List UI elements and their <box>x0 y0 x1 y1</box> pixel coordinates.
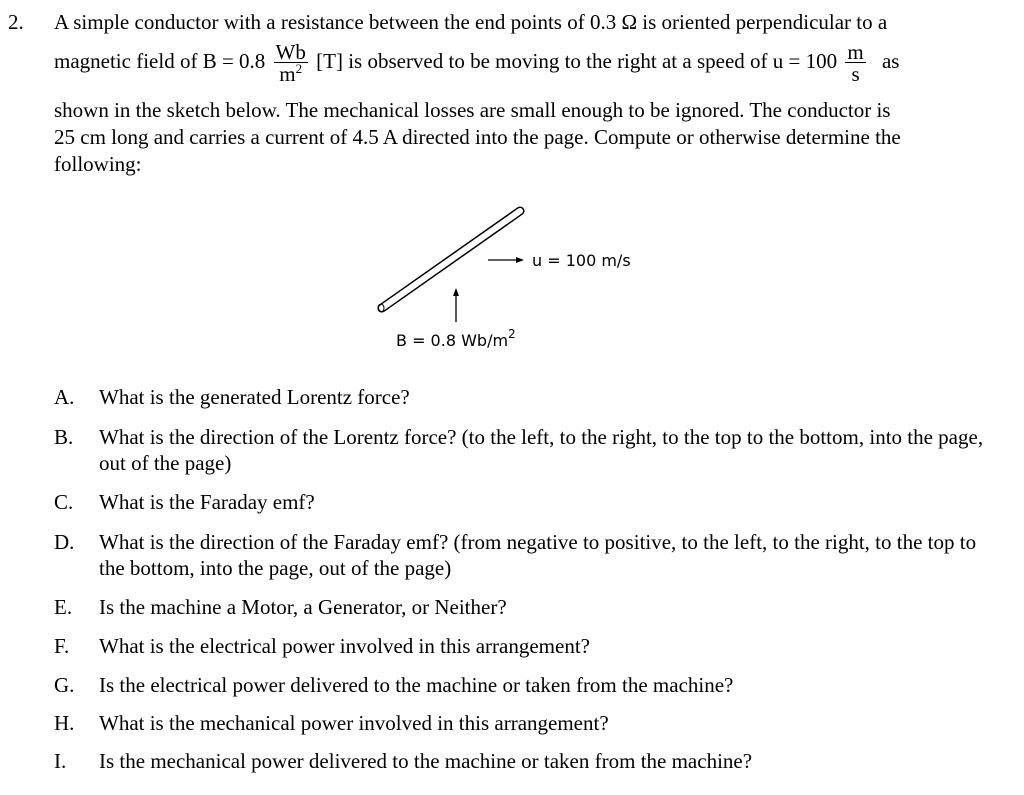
problem-line-2 <box>54 38 1006 87</box>
item-text: What is the mechanical power involved in this arrangement? <box>99 711 609 735</box>
conductor-rod <box>378 211 520 312</box>
question-item-f <box>54 633 1004 659</box>
item-text: Is the mechanical power delivered to the machine or taken from the machine? <box>99 749 753 773</box>
item-text: Is the machine a Motor, a Generator, or Neither? <box>99 595 507 619</box>
as-text: as <box>881 49 900 73</box>
field-text: magnetic field of B = 0.8 <box>54 49 266 73</box>
question-item-e <box>54 594 1004 620</box>
problem-line-3: shown in the sketch below. The mechanical losses are small enough to be ignored. The conductor is <box>54 98 891 122</box>
velocity-label: u = 100 m/s <box>532 251 631 270</box>
field-unit-denominator: $m^2$ <box>279 61 303 87</box>
conductor-diagram <box>360 200 690 360</box>
item-letter: F. <box>54 634 70 658</box>
question-item-g <box>54 672 1004 698</box>
item-letter: G. <box>54 673 75 697</box>
speed-unit-numerator: m <box>847 40 864 65</box>
item-text: What is the direction of the Faraday emf? (from negative to positive, to the left, to the right, to the top to the bottom, into the page, out of the page) <box>99 530 977 580</box>
problem-line-5: following: <box>54 152 142 176</box>
question-item-h <box>54 710 1004 736</box>
item-letter: E. <box>54 595 73 619</box>
item-text: What is the generated Lorentz force? <box>99 385 410 409</box>
problem-line-4: 25 cm long and carries a current of 4.5 A directed into the page. Compute or otherwise determine the <box>54 125 901 149</box>
question-item-b <box>54 424 1004 476</box>
question-item-d <box>54 529 1004 581</box>
field-unit-fraction <box>274 40 308 87</box>
item-letter: A. <box>54 385 75 409</box>
item-letter: D. <box>54 530 75 554</box>
item-text: What is the electrical power involved in this arrangement? <box>99 634 590 658</box>
question-item-a <box>54 384 1004 410</box>
item-text: What is the direction of the Lorentz force? (to the left, to the right, to the top to the bottom, into the page, out of the page) <box>99 425 984 475</box>
speed-unit-fraction <box>845 40 865 87</box>
item-text: What is the Faraday emf? <box>99 490 315 514</box>
item-letter: B. <box>54 425 74 449</box>
speed-text: [T] is observed to be moving to the right at a speed of u = 100 <box>316 49 838 73</box>
velocity-arrow <box>488 257 524 263</box>
item-text: Is the electrical power delivered to the machine or taken from the machine? <box>99 673 734 697</box>
item-letter: C. <box>54 490 74 514</box>
item-letter: H. <box>54 711 75 735</box>
question-item-c <box>54 489 1004 515</box>
question-item-i <box>54 748 1004 774</box>
field-unit-numerator: Wb <box>275 40 306 65</box>
problem-line-1: A simple conductor with a resistance between the end points of 0.3 Ω is oriented perpendicular to a <box>54 10 888 34</box>
question-number: 2. <box>8 10 24 34</box>
item-letter: I. <box>54 749 67 773</box>
field-label: B = 0.8 $Wb/m^2$ <box>396 327 516 350</box>
speed-unit-denominator: s <box>851 62 860 87</box>
field-arrow <box>453 288 459 322</box>
